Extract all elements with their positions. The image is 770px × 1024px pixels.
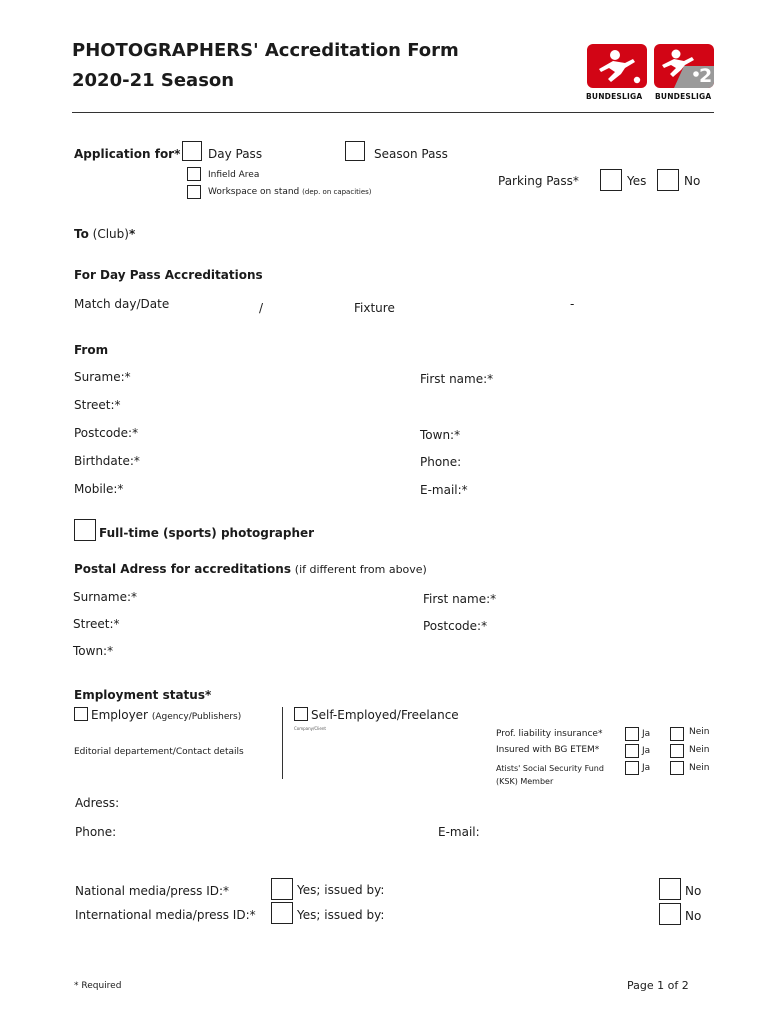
from-heading: From	[74, 343, 109, 357]
employer-label: Employer (Agency/Publishers)	[91, 708, 242, 722]
phone-label: Phone:	[420, 455, 462, 469]
parking-pass-label: Parking Pass*	[498, 174, 579, 188]
employment-heading: Employment status*	[74, 688, 212, 702]
prof-liability-label: Prof. liability insurance*	[496, 729, 603, 739]
logo-label-2: BUNDESLIGA	[655, 92, 712, 101]
bg-etem-ja-label: Ja	[642, 746, 651, 756]
fixture-separator: -	[570, 297, 575, 311]
birthdate-label: Birthdate:*	[74, 454, 140, 468]
postal-street-label: Street:*	[73, 617, 120, 631]
self-employed-checkbox[interactable]	[294, 707, 308, 721]
parking-yes-label: Yes	[627, 174, 647, 188]
bundesliga-player-logo	[587, 44, 647, 88]
ksk-label-1: Atists' Social Security Fund	[496, 764, 604, 773]
ksk-nein-checkbox[interactable]	[670, 761, 684, 775]
infield-area-label: Infield Area	[208, 170, 260, 180]
bg-etem-ja-checkbox[interactable]	[625, 744, 639, 758]
day-pass-heading: For Day Pass Accreditations	[74, 268, 263, 282]
international-press-no-label: No	[685, 909, 702, 923]
ksk-ja-label: Ja	[642, 763, 651, 773]
bundesliga-2-player-logo	[654, 44, 714, 88]
employment-email-label: E-mail:	[438, 825, 480, 839]
postcode-label: Postcode:*	[74, 426, 139, 440]
international-press-id-label: International media/press ID:*	[75, 908, 256, 922]
postal-first-name-label: First name:*	[423, 592, 497, 606]
national-press-yes-checkbox[interactable]	[271, 878, 293, 900]
postal-surname-label: Surname:*	[73, 590, 138, 604]
bg-etem-label: Insured with BG ETEM*	[496, 745, 600, 755]
town-label: Town:*	[420, 428, 461, 442]
bg-etem-nein-checkbox[interactable]	[670, 744, 684, 758]
ksk-nein-label: Nein	[689, 763, 710, 773]
match-day-label: Match day/Date	[74, 297, 170, 311]
international-press-no-checkbox[interactable]	[659, 903, 681, 925]
form-title: PHOTOGRAPHERS' Accreditation Form	[72, 40, 459, 61]
mobile-label: Mobile:*	[74, 482, 124, 496]
fixture-label: Fixture	[354, 301, 395, 315]
employment-adress-label: Adress:	[75, 796, 120, 810]
national-press-yes-label: Yes; issued by:	[297, 883, 385, 897]
prof-liability-ja-label: Ja	[642, 729, 651, 739]
application-for-label: Application for*	[74, 147, 181, 161]
form-season: 2020-21 Season	[72, 70, 235, 91]
parking-yes-checkbox[interactable]	[600, 169, 622, 191]
national-press-id-label: National media/press ID:*	[75, 884, 230, 898]
company-client-label: Company/Client	[294, 726, 326, 731]
page-number: Page 1 of 2	[627, 979, 689, 992]
street-label: Street:*	[74, 398, 121, 412]
national-press-no-checkbox[interactable]	[659, 878, 681, 900]
workspace-checkbox[interactable]	[187, 185, 201, 199]
self-employed-label: Self-Employed/Freelance	[311, 708, 459, 722]
ksk-label-2: (KSK) Member	[496, 777, 554, 786]
fulltime-photographer-checkbox[interactable]	[74, 519, 96, 541]
workspace-label: Workspace on stand (dep. on capacities)	[208, 187, 372, 197]
prof-liability-nein-checkbox[interactable]	[670, 727, 684, 741]
postal-heading: Postal Adress for accreditations (if different from above)	[74, 562, 427, 576]
first-name-label: First name:*	[420, 372, 494, 386]
ksk-ja-checkbox[interactable]	[625, 761, 639, 775]
surname-label: Surame:*	[74, 370, 131, 384]
infield-area-checkbox[interactable]	[187, 167, 201, 181]
to-club-label: To (Club)*	[74, 227, 136, 241]
prof-liability-ja-checkbox[interactable]	[625, 727, 639, 741]
season-pass-checkbox[interactable]	[345, 141, 365, 161]
bundesliga-player-icon	[587, 44, 647, 88]
header-divider	[72, 112, 714, 113]
parking-no-checkbox[interactable]	[657, 169, 679, 191]
national-press-no-label: No	[685, 884, 702, 898]
employer-checkbox[interactable]	[74, 707, 88, 721]
editorial-label: Editorial departement/Contact details	[74, 747, 244, 757]
logo-badge: 2	[699, 65, 713, 87]
international-press-yes-label: Yes; issued by:	[297, 908, 385, 922]
day-pass-label: Day Pass	[208, 147, 263, 161]
logo-label-1: BUNDESLIGA	[586, 92, 643, 101]
prof-liability-nein-label: Nein	[689, 727, 710, 737]
fulltime-photographer-label: Full-time (sports) photographer	[99, 526, 315, 540]
employment-divider	[282, 707, 283, 779]
email-label: E-mail:*	[420, 483, 468, 497]
season-pass-label: Season Pass	[374, 147, 448, 161]
bg-etem-nein-label: Nein	[689, 745, 710, 755]
postal-postcode-label: Postcode:*	[423, 619, 488, 633]
date-separator: /	[259, 301, 264, 315]
parking-no-label: No	[684, 174, 701, 188]
day-pass-checkbox[interactable]	[182, 141, 202, 161]
required-note: * Required	[74, 981, 122, 991]
international-press-yes-checkbox[interactable]	[271, 902, 293, 924]
postal-town-label: Town:*	[73, 644, 114, 658]
employment-phone-label: Phone:	[75, 825, 117, 839]
